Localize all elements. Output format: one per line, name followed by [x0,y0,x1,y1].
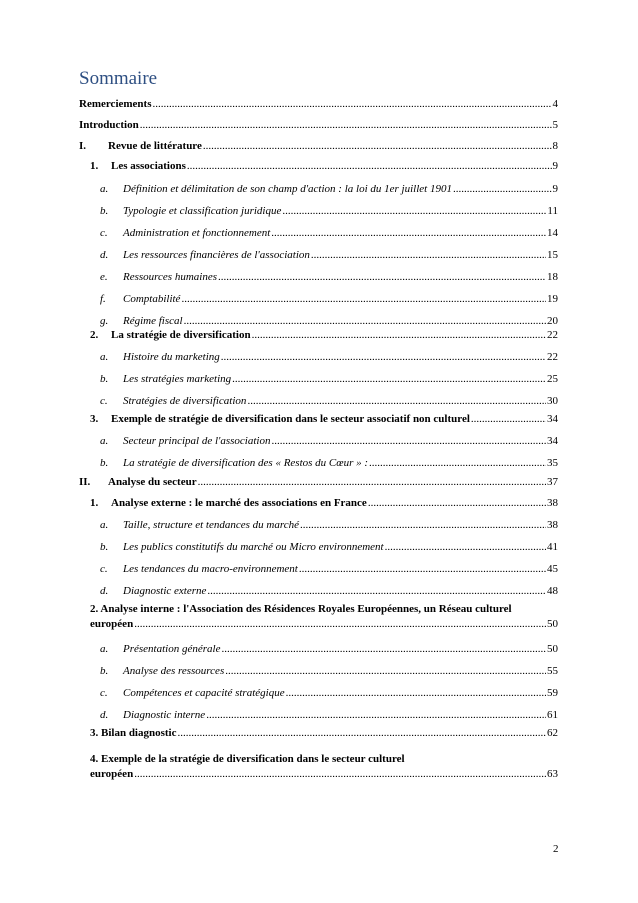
toc-entry-text: 3. Bilan diagnostic [90,727,177,739]
toc-entry-page: 50 [547,618,558,630]
toc-entry-number: b. [100,541,109,553]
toc-entry-page: 61 [547,709,558,721]
toc-entry-page: 9 [552,183,558,195]
toc-entry-diagnostic-externe[interactable] [100,584,558,598]
toc-entry-text: Typologie et classification juridique [123,205,282,217]
toc-entry-page: 19 [547,293,558,305]
toc-entry-ressources-humaines[interactable] [100,270,558,284]
toc-entry-page: 11 [547,205,558,217]
toc-entry-secteur-principal-de-l-association[interactable] [100,434,558,448]
toc-entry-number: d. [100,709,109,721]
toc-entry-les-ressources-financieres-de-l-associat[interactable] [100,248,558,262]
toc-entry-page: 55 [547,665,558,677]
toc-entry-presentation-generale[interactable] [100,642,558,656]
toc-entry-la-strategie-de-diversification-des-rest[interactable] [100,456,558,470]
toc-leader [206,708,546,722]
toc-entry-analyse-interne[interactable] [90,602,558,631]
toc-leader [221,642,546,656]
toc-entry-number: I. [79,140,87,152]
toc-entry-text: Secteur principal de l'association [123,435,271,447]
toc-leader [221,350,546,364]
toc-entry-analyse-du-secteur[interactable] [79,475,558,489]
toc-entry-text: Les stratégies marketing [123,373,232,385]
toc-entry-page: 62 [547,727,558,739]
toc-entry-revue-de-litterature[interactable] [79,139,558,153]
toc-entry-text: Remerciements [79,98,152,110]
toc-entry-comptabilite[interactable] [100,292,558,306]
toc-entry-page: 63 [547,768,558,780]
toc-entry-page: 15 [547,249,558,261]
toc-entry-text: Administration et fonctionnement [123,227,271,239]
toc-entry-analyse-externe-le-marche-des-associatio[interactable] [90,496,558,510]
toc-entry-number: a. [100,183,109,195]
toc-leader [271,226,546,240]
toc-entry-les-publics-constitutifs-du-marche-ou-mi[interactable] [100,540,558,554]
toc-entry-number: g. [100,315,109,327]
toc-entry-number: 2. [90,329,99,341]
toc-entry-diagnostic-interne[interactable] [100,708,558,722]
toc-entry-text: Les associations [111,160,186,172]
toc-entry-page: 35 [547,457,558,469]
toc-entry-page: 14 [547,227,558,239]
toc-entry-page: 22 [547,351,558,363]
toc-entry-text: Exemple de stratégie de diversification dans le secteur associatif non culturel [111,413,470,425]
toc-leader [471,412,546,426]
toc-entry-number: b. [100,205,109,217]
toc-title: Sommaire [79,68,158,89]
toc-leader [225,664,546,678]
toc-leader [218,270,546,284]
toc-leader [311,248,546,262]
toc-entry-number: c. [100,395,108,407]
toc-entry-page: 38 [547,497,558,509]
toc-leader [178,726,547,740]
toc-entry-text: Définition et délimitation de son champ d'action : la loi du 1er juillet 1901 [123,183,452,195]
toc-leader [203,139,552,153]
toc-entry-regime-fiscal[interactable] [100,314,558,328]
toc-leader [368,496,546,510]
toc-entry-number: 1. [90,160,99,172]
toc-entry-les-associations[interactable] [90,159,558,173]
toc-entry-text: Compétences et capacité stratégique [123,687,285,699]
toc-entry-text: La stratégie de diversification [111,329,251,341]
toc-entry-page: 34 [547,435,558,447]
toc-entry-strategies-de-diversification[interactable] [100,394,558,408]
toc-entry-text: Revue de littérature [108,140,202,152]
toc-entry-page: 41 [547,541,558,553]
toc-entry-text: Analyse des ressources [123,665,225,677]
toc-entry-page: 4 [552,98,558,110]
toc-leader [299,562,546,576]
toc-entry-page: 22 [547,329,558,341]
toc-leader [300,518,546,532]
toc-entry-text: La stratégie de diversification des « Restos du Cœur » : [123,457,369,469]
toc-entry-number: d. [100,249,109,261]
toc-entry-page: 50 [547,643,558,655]
toc-leader [385,540,546,554]
toc-entry-text: Diagnostic interne [123,709,206,721]
toc-entry-line2 [90,617,558,631]
toc-entry-page: 30 [547,395,558,407]
toc-entry-bilan[interactable] [90,726,558,740]
toc-entry-text: Diagnostic externe [123,585,207,597]
toc-entry-page: 8 [552,140,558,152]
toc-leader [134,617,546,631]
toc-entry-number: a. [100,519,109,531]
toc-entry-page: 34 [547,413,558,425]
toc-leader [271,434,546,448]
toc-entry-number: a. [100,351,109,363]
toc-entry-page: 38 [547,519,558,531]
toc-entry-text: Introduction [79,119,139,131]
toc-entry-competences-et-capacite-strategique[interactable] [100,686,558,700]
toc-entry-taille-structure-et-tendances-du-marche[interactable] [100,518,558,532]
toc-entry-exemple-culturel[interactable] [90,752,558,781]
toc-entry-text: Présentation générale [123,643,221,655]
toc-entry-page: 20 [547,315,558,327]
toc-entry-number: 1. [90,497,99,509]
toc-leader [369,456,546,470]
toc-leader [181,292,546,306]
toc-entry-number: c. [100,227,108,239]
toc-entry-line1: 2. Analyse interne : l'Association des Résidences Royales Européennes, un Réseau culturel [90,603,512,615]
toc-entry-text: Les tendances du macro-environnement [123,563,298,575]
toc-entry-text: Ressources humaines [123,271,217,283]
toc-entry-introduction[interactable] [79,118,558,132]
toc-entry-text: Comptabilité [123,293,181,305]
toc-leader [187,159,552,173]
toc-leader [286,686,546,700]
toc-leader [184,314,546,328]
toc-entry-la-strategie-de-diversification[interactable] [90,328,558,342]
toc-leader [453,182,552,196]
toc-entry-text: Analyse du secteur [108,476,197,488]
toc-entry-histoire-du-marketing[interactable] [100,350,558,364]
toc-entry-page: 48 [547,585,558,597]
toc-entry-number: II. [79,476,91,488]
toc-entry-number: a. [100,643,109,655]
toc-entry-text: Analyse externe : le marché des associations en France [111,497,367,509]
toc-entry-page: 25 [547,373,558,385]
toc-leader [252,328,546,342]
toc-entry-number: c. [100,563,108,575]
toc-entry-number: b. [100,457,109,469]
toc-leader [140,118,552,132]
toc-leader [198,475,546,489]
toc-entry-les-strategies-marketing[interactable] [100,372,558,386]
toc-entry-line1: 4. Exemple de la stratégie de diversification dans le secteur culturel [90,753,405,765]
toc-entry-number: c. [100,687,108,699]
toc-entry-page: 37 [547,476,558,488]
toc-leader [282,204,546,218]
toc-entry-text: Stratégies de diversification [123,395,247,407]
toc-leader [134,767,546,781]
toc-leader [207,584,546,598]
toc-entry-number: d. [100,585,109,597]
toc-entry-remerciements[interactable] [79,97,558,111]
toc-entry-page: 9 [552,160,558,172]
toc-entry-exemple-de-strategie-de-diversification-[interactable] [90,412,558,426]
toc-entry-page: 5 [552,119,558,131]
page-number: 2 [553,843,559,855]
toc-entry-number: a. [100,435,109,447]
toc-entry-administration-et-fonctionnement[interactable] [100,226,558,240]
toc-leader [247,394,546,408]
toc-entry-text: Régime fiscal [123,315,183,327]
toc-entry-text: européen [90,618,134,630]
toc-entry-number: 3. [90,413,99,425]
toc-entry-page: 18 [547,271,558,283]
toc-entry-line2 [90,767,558,781]
toc-entry-number: b. [100,373,109,385]
toc-entry-typologie-et-classification-juridique[interactable] [100,204,558,218]
toc-entry-text: Les ressources financières de l'association [123,249,310,261]
toc-entry-number: b. [100,665,109,677]
toc-entry-analyse-des-ressources[interactable] [100,664,558,678]
toc-entry-number: e. [100,271,108,283]
toc-entry-text: Histoire du marketing [123,351,220,363]
toc-entry-les-tendances-du-macro-environnement[interactable] [100,562,558,576]
toc-entry-text: européen [90,768,134,780]
toc-entry-definition-et-delimitation-de-son-champ-[interactable] [100,182,558,196]
toc-entry-text: Les publics constitutifs du marché ou Micro environnement [123,541,384,553]
toc-leader [232,372,546,386]
toc-entry-page: 45 [547,563,558,575]
toc-entry-text: Taille, structure et tendances du marché [123,519,299,531]
toc-entry-page: 59 [547,687,558,699]
toc-leader [152,97,551,111]
toc-entry-number: f. [100,293,106,305]
